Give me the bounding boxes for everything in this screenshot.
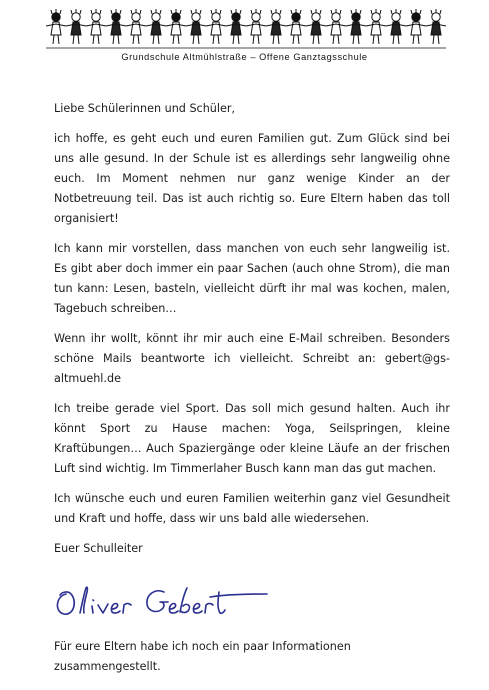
paragraph-1: ich hoffe, es geht euch und euren Familien gut. Zum Glück sind bei uns alle gesund. In der Schule ist es allerdings sehr langweilig ohne euch. Im Moment nehmen nur ganz wenige Kinder an der Notbetreuung teil. Das ist auch richtig so. Eure Eltern haben das toll organisiert! bbox=[54, 132, 450, 225]
paragraph-2: Ich kann mir vorstellen, dass manchen von euch sehr langweilig ist. Es gibt aber doch immer ein paar Sachen (auch ohne Strom), die man tun kann: Lesen, basteln, vielleicht dürft ihr mal was kochen, malen, Tagebuch schreiben… bbox=[54, 242, 450, 315]
parents-info-note: Für eure Eltern habe ich noch ein paar Informationen zusammengestellt. bbox=[54, 640, 351, 673]
school-name: Grundschule Altmühlstraße – Offene Ganztagsschule bbox=[121, 52, 368, 62]
children-banner-logo bbox=[46, 8, 446, 52]
closing: Euer Schulleiter bbox=[54, 542, 143, 555]
salutation: Liebe Schülerinnen und Schüler, bbox=[54, 102, 236, 115]
letter-body bbox=[54, 99, 450, 569]
paragraph-4: Ich treibe gerade viel Sport. Das soll mich gesund halten. Auch ihr könnt Sport zu Hause machen: Yoga, Seilspringen, kleine Kraftübungen… Auch Spaziergänge oder kleine Läufe an der frischen Luft sind wichtig. Im Timmerlaher Busch kann man das gut machen. bbox=[54, 402, 450, 475]
paragraph-5: Ich wünsche euch und euren Familien weiterhin ganz viel Gesundheit und Kraft und hoffe, dass wir uns bald alle wiedersehen. bbox=[54, 492, 450, 525]
paragraph-3: Wenn ihr wollt, könnt ihr mir auch eine E-Mail schreiben. Besonders schöne Mails beantworte ich vielleicht. Schreibt an: gebert@gs-altmuehl.de bbox=[54, 332, 450, 385]
handwritten-signature bbox=[52, 582, 282, 622]
